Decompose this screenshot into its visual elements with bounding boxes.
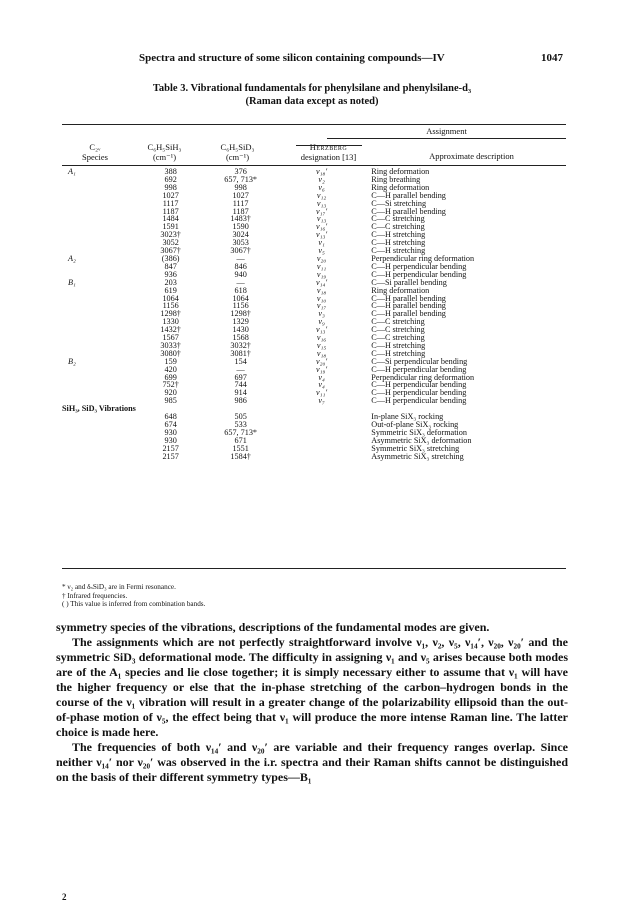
d3-cell: 697 <box>234 372 247 382</box>
table-row <box>62 208 566 216</box>
h3-cell: 692 <box>164 174 177 184</box>
species-cell <box>62 231 136 239</box>
h3-cell: 998 <box>164 182 177 192</box>
h3-cell: 159 <box>164 356 177 366</box>
species-cell <box>62 310 136 318</box>
body-paragraph-2: The assignments which are not perfectly straightforward involve ν₁, ν₂, ν₅, ν₁₄′, ν₂₀, ν₂₀′ and the symmetric SiD₃ deformational mode. The difficulty in assigning ν₁ and ν₅ arises because both modes are of the A₁ species and lie close together; it is simply necessary either to assume that ν₁ will have the higher frequency or else that the in-phase stretching of the carbon–hydrogen bonds in the course of the ν₁ vibration will result in a greater change of the polarizability ellipsoid than the out-of-phase motion of ν₅, the effect being that ν₁ will produce the more intense Raman line. The latter choice is made here. <box>56 635 568 739</box>
d3-cell: 505 <box>234 412 247 422</box>
herzberg-cell: ν₁ <box>318 238 325 248</box>
body-paragraph-1: symmetry species of the vibrations, descriptions of the fundamental modes are given. <box>56 620 490 634</box>
herzberg-header-top: Herzberg <box>309 142 348 152</box>
description-cell: C—Si perpendicular bending <box>371 356 468 366</box>
herzberg-cell: ν₁₃′ <box>316 325 328 335</box>
table-row <box>62 318 566 326</box>
description-cell: C—C stretching <box>371 214 425 224</box>
d3-cell: 671 <box>234 435 247 445</box>
h3-cell: 920 <box>164 388 177 398</box>
h3-cell: 3080† <box>160 348 181 358</box>
d3-cell: 940 <box>234 269 247 279</box>
herzberg-cell: ν₁₆ <box>316 333 327 343</box>
d3-cell: 154 <box>234 356 247 366</box>
herzberg-cell: ν₉ <box>318 317 325 327</box>
d3-cell: 618 <box>234 285 247 295</box>
d3-cell: 1187 <box>232 206 249 216</box>
table-row <box>62 342 566 350</box>
species-cell <box>62 342 136 350</box>
d3-cell: 376 <box>234 167 247 176</box>
description-cell: In-plane SiX₃ rocking <box>371 412 444 422</box>
caption-line-1: Table 3. Vibrational fundamentals for phenylsilane and phenylsilane-d₃ <box>152 83 472 94</box>
h3-cell: 1298† <box>160 309 181 319</box>
description-cell: Perpendicular ring deformation <box>371 253 475 263</box>
description-cell: C—H parallel bending <box>371 309 446 319</box>
table-row <box>62 231 566 239</box>
table-row <box>62 247 566 255</box>
herzberg-cell: ν₁₇ <box>316 301 327 311</box>
description-cell: C—H perpendicular bending <box>371 396 467 406</box>
description-cell: C—H perpendicular bending <box>371 380 467 390</box>
herzberg-cell <box>276 453 367 461</box>
d3-cell: 1568 <box>232 333 249 343</box>
description-cell: C—C stretching <box>371 333 425 343</box>
d3-cell: 3081† <box>230 348 251 358</box>
species-cell <box>62 381 136 389</box>
table-row <box>62 192 566 200</box>
table-row <box>62 405 566 413</box>
table-row <box>62 421 566 429</box>
species-cell <box>62 326 136 334</box>
h3-cell: 1484 <box>162 214 179 224</box>
herzberg-cell: ν₄ <box>318 372 325 382</box>
herzberg-cell <box>276 445 367 453</box>
h3-cell: 3033† <box>160 340 181 350</box>
herzberg-cell: ν₁₈ <box>316 348 327 358</box>
herzberg-cell: ν₁₁ <box>316 261 327 271</box>
herzberg-cell: ν₁₉′ <box>316 364 328 374</box>
species-cell <box>62 176 136 184</box>
table-row <box>62 374 566 382</box>
description-cell: C—H parallel bending <box>371 206 446 216</box>
d3-cell: 1483† <box>230 214 251 224</box>
table-row <box>62 326 566 334</box>
d3-cell: 3024 <box>232 230 249 240</box>
description-cell: Ring deformation <box>371 182 430 192</box>
d3-cell: 1590 <box>232 222 249 232</box>
table-row <box>62 429 566 437</box>
h3-cell: 203 <box>164 277 177 287</box>
herzberg-cell: ν₁₅ <box>316 340 327 350</box>
d3-cell: 3053 <box>232 238 249 248</box>
species-cell <box>62 366 136 374</box>
h3-cell: 388 <box>164 167 177 176</box>
d3-cell: — <box>236 253 245 263</box>
herzberg-cell: ν₁₉ <box>316 269 327 279</box>
herzberg-cell: ν₁₆′ <box>316 222 328 232</box>
h3-cell: 985 <box>164 396 177 406</box>
herzberg-cell <box>276 437 367 445</box>
h3-header <box>128 143 201 162</box>
herzberg-cell: ν₆ <box>318 182 325 192</box>
d3-header-top: C₆H₅SiD₃ <box>220 142 255 152</box>
footnotes <box>62 583 205 609</box>
h3-cell: 930 <box>164 435 177 445</box>
description-cell: C—H stretching <box>371 238 426 248</box>
assignment-rule <box>327 138 566 139</box>
d3-header-bottom: (cm⁻¹) <box>225 151 250 162</box>
d3-cell: — <box>236 364 245 374</box>
species-cell: A₂ <box>68 253 76 263</box>
description-header: Approximate description <box>429 151 514 161</box>
d3-cell: 1064 <box>232 293 249 303</box>
species-cell <box>62 334 136 342</box>
table-row <box>62 184 566 192</box>
species-cell: B₁ <box>68 277 76 287</box>
species-cell <box>62 192 136 200</box>
table-row <box>62 366 566 374</box>
herzberg-cell: ν₁₃ <box>316 198 327 208</box>
table-top-rule <box>62 124 566 125</box>
table-row <box>62 350 566 358</box>
description-cell: Ring breathing <box>371 174 421 184</box>
header-bottom-rule <box>62 165 566 166</box>
herzberg-cell: ν₂₀′ <box>316 356 328 366</box>
h3-cell: 752† <box>162 380 179 390</box>
d3-cell: 914 <box>234 388 247 398</box>
description-cell: C—H parallel bending <box>371 293 446 303</box>
herzberg-cell: ν₁₃′ <box>316 230 328 240</box>
table-row <box>62 389 566 397</box>
h3-cell: 1432† <box>160 325 181 335</box>
h3-cell: 1027 <box>162 190 179 200</box>
h3-cell: 1330 <box>162 317 179 327</box>
d3-cell: 1117 <box>232 198 249 208</box>
table-row <box>62 453 566 461</box>
species-cell: B₂ <box>68 356 76 366</box>
h3-cell: 1156 <box>162 301 179 311</box>
d3-cell: 998 <box>234 182 247 192</box>
description-cell: C—H parallel bending <box>371 190 446 200</box>
d3-cell: 1298† <box>230 309 251 319</box>
h3-cell: 1117 <box>162 198 179 208</box>
table-row <box>62 287 566 295</box>
species-cell <box>62 389 136 397</box>
h3-cell: 1591 <box>162 222 179 232</box>
herzberg-cell: ν₁₁′ <box>316 388 328 398</box>
d3-cell: 1156 <box>232 301 249 311</box>
description-cell: Ring deformation <box>371 285 430 295</box>
h3-cell: 699 <box>164 372 177 382</box>
species-header-top: C₂ᵥ <box>89 142 101 152</box>
table-row <box>62 176 566 184</box>
table-row <box>62 381 566 389</box>
herzberg-cell: ν₅ <box>318 246 325 256</box>
h3-cell: 3067† <box>160 246 181 256</box>
description-cell: Asymmetric SiX₃ deformation <box>371 435 472 445</box>
description-cell: C—H parallel bending <box>371 301 446 311</box>
herzberg-cell: ν₂₀ <box>316 253 327 263</box>
d3-cell: 533 <box>234 420 247 429</box>
description-cell: C—C stretching <box>371 325 425 335</box>
h3-cell: 648 <box>164 412 177 422</box>
running-head-title: Spectra and structure of some silicon containing compounds—IV <box>139 52 445 64</box>
species-cell <box>62 239 136 247</box>
description-cell: C—H perpendicular bending <box>371 388 467 398</box>
herzberg-cell: ν₃ <box>318 309 325 319</box>
footnote-fermi: * ν₂ and δₛSiD₃ are in Fermi resonance. <box>62 583 176 591</box>
herzberg-cell: ν₁₈ <box>316 285 327 295</box>
herzberg-header-bottom: designation [13] <box>300 151 357 162</box>
d3-cell: 3032† <box>230 340 251 350</box>
footnote-infrared: † Infrared frequencies. <box>62 591 128 600</box>
description-cell: C—C stretching <box>371 222 425 232</box>
h3-header-top: C₆H₅SiH₃ <box>147 142 182 152</box>
description-cell: Perpendicular ring deformation <box>371 372 475 382</box>
species-cell <box>62 453 136 461</box>
h3-cell: 1187 <box>162 206 179 216</box>
description-cell: C—H perpendicular bending <box>371 269 467 279</box>
herzberg-cell <box>276 429 367 437</box>
species-header <box>62 143 128 162</box>
species-cell <box>62 223 136 231</box>
herzberg-cell <box>276 421 367 429</box>
description-cell: C—H stretching <box>371 340 426 350</box>
herzberg-cell: ν₁₀ <box>316 293 327 303</box>
species-cell <box>62 302 136 310</box>
description-cell: C—Si parallel bending <box>371 277 447 287</box>
table-row <box>62 263 566 271</box>
page-foot: 2 <box>62 892 67 902</box>
footnote-inferred: ( ) This value is inferred from combination bands. <box>62 600 206 608</box>
table-row <box>62 437 566 445</box>
description-cell: C—C stretching <box>371 317 425 327</box>
herzberg-cell: ν₁₂ <box>316 190 327 200</box>
species-cell <box>62 287 136 295</box>
description-cell: C—H perpendicular bending <box>371 261 467 271</box>
table-row <box>62 215 566 223</box>
body-text <box>56 620 568 785</box>
herzberg-cell <box>276 405 367 413</box>
d3-cell: 1430 <box>232 325 249 335</box>
table-row <box>62 239 566 247</box>
h3-cell: 3052 <box>162 238 179 248</box>
assignment-header: Assignment <box>426 126 467 136</box>
h3-cell: 1064 <box>162 293 179 303</box>
h3-cell: 1567 <box>162 333 179 343</box>
h3-cell: 2157 <box>162 443 179 453</box>
table-row <box>62 445 566 453</box>
table-row <box>62 358 566 366</box>
d3-cell: 846 <box>234 261 247 271</box>
table-row <box>62 223 566 231</box>
vibrations-table <box>62 168 566 461</box>
body-paragraph-3: The frequencies of both ν₁₄′ and ν₂₀′ are variable and their frequency ranges overlap. Since neither ν₁₄′ nor ν₂₀′ was observed in the i.r. spectra and their Raman shifts cannot be distinguished on the basis of their different symmetry types—B₁ <box>56 740 568 784</box>
description-cell: Symmetric SiX₃ stretching <box>371 443 460 453</box>
d3-cell: 744 <box>234 380 247 390</box>
h3-cell: 847 <box>164 261 177 271</box>
table-row <box>62 302 566 310</box>
herzberg-rule <box>296 145 362 146</box>
species-cell: SiH₃, SiD₃ Vibrations <box>62 404 136 414</box>
species-cell <box>62 295 136 303</box>
h3-cell: 3023† <box>160 230 181 240</box>
page-number: 1047 <box>541 52 563 64</box>
d3-cell: 1584† <box>230 451 251 461</box>
species-cell <box>62 263 136 271</box>
d3-cell: 1551 <box>232 443 249 453</box>
herzberg-cell: ν₂ <box>318 174 325 184</box>
d3-cell: 3067† <box>230 246 251 256</box>
species-cell: A₁ <box>68 167 76 176</box>
species-cell <box>62 445 136 453</box>
species-cell <box>62 208 136 216</box>
table-row <box>62 334 566 342</box>
herzberg-cell: ν₁₇′ <box>316 206 328 216</box>
h3-cell: 420 <box>164 364 177 374</box>
species-cell <box>62 374 136 382</box>
table-row <box>62 413 566 421</box>
species-cell <box>62 318 136 326</box>
h3-header-bottom: (cm⁻¹) <box>152 151 177 162</box>
herzberg-cell: ν₁₃ <box>316 214 327 224</box>
h3-cell: 674 <box>164 420 177 429</box>
description-cell: Asymmetric SiX₃ stretching <box>371 451 464 461</box>
description-cell: Out-of-plane SiX₃ rocking <box>371 420 459 429</box>
table-row <box>62 295 566 303</box>
table-bottom-rule <box>62 568 566 569</box>
description-cell: C—Si stretching <box>371 198 427 208</box>
table-caption <box>0 82 624 108</box>
table-row <box>62 310 566 318</box>
h3-cell: (386) <box>161 253 180 263</box>
d3-cell: 986 <box>234 396 247 406</box>
table-row <box>62 397 566 405</box>
h3-cell: 930 <box>164 427 177 437</box>
herzberg-cell <box>276 413 367 421</box>
d3-cell: 1027 <box>232 190 249 200</box>
table-row <box>62 279 566 287</box>
caption-line-2: (Raman data except as noted) <box>245 96 379 107</box>
table-row <box>62 168 566 176</box>
table-row <box>62 271 566 279</box>
h3-cell: 619 <box>164 285 177 295</box>
herzberg-cell: ν₁₄′ <box>316 277 328 287</box>
d3-cell: 657, 713* <box>224 427 258 437</box>
herzberg-cell: ν₁₈′ <box>316 167 328 176</box>
species-cell <box>62 421 136 429</box>
species-cell <box>62 200 136 208</box>
d3-cell: 1329 <box>232 317 249 327</box>
herzberg-cell: ν₇ <box>318 396 325 406</box>
description-cell: C—H stretching <box>371 230 426 240</box>
description-cell: C—H perpendicular bending <box>371 364 467 374</box>
description-cell: Ring deformation <box>371 167 430 176</box>
d3-cell: 657, 713* <box>224 174 258 184</box>
table-row <box>62 200 566 208</box>
species-header-bottom: Species <box>82 151 108 162</box>
species-cell <box>62 413 136 421</box>
d3-cell: — <box>236 277 245 287</box>
species-cell <box>62 437 136 445</box>
description-cell: C—H stretching <box>371 246 426 256</box>
species-cell <box>62 429 136 437</box>
species-cell <box>62 184 136 192</box>
h3-cell: 2157 <box>162 451 179 461</box>
description-cell: Symmetric SiX₃ deformation <box>371 427 467 437</box>
h3-cell: 936 <box>164 269 177 279</box>
d3-header <box>201 143 274 162</box>
table-row <box>62 255 566 263</box>
description-cell: C—H stretching <box>371 348 426 358</box>
species-cell <box>62 215 136 223</box>
herzberg-cell: ν₄ <box>318 380 325 390</box>
